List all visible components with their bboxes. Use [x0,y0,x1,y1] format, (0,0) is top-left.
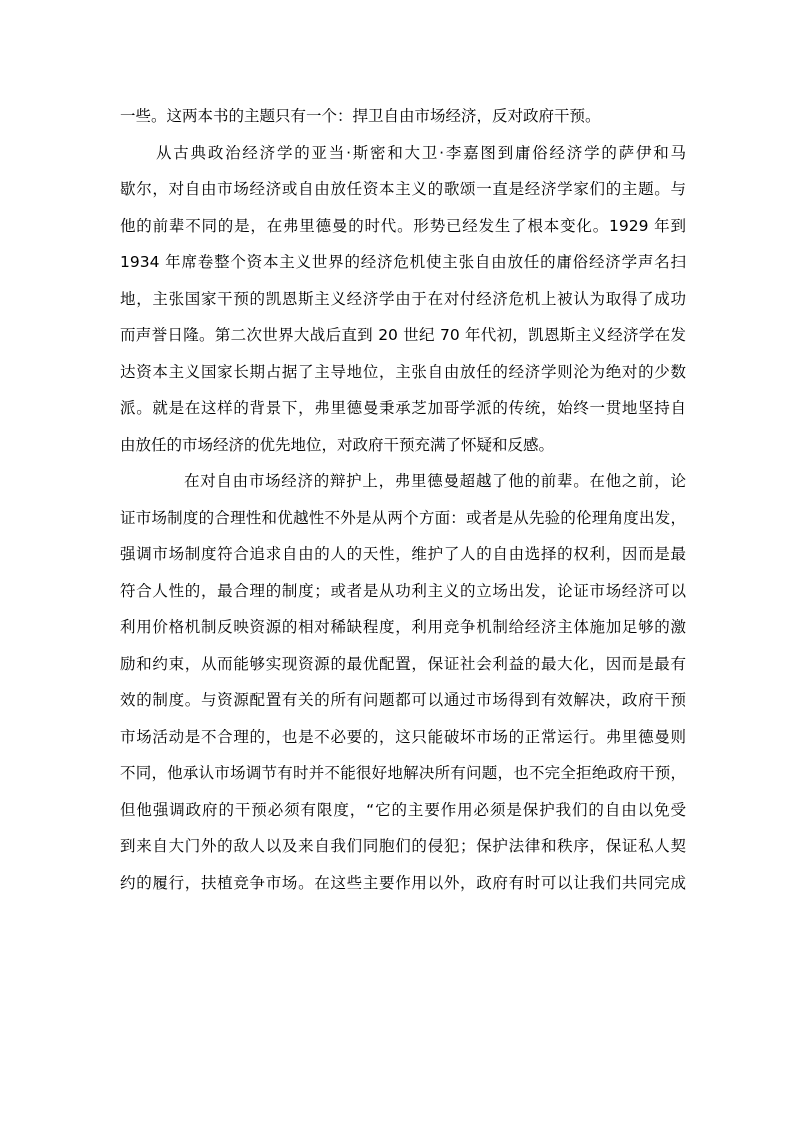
body-line: 地，主张国家干预的凯恩斯主义经济学由于在对付经济危机上被认为取得了成功 [120,289,686,308]
body-line: 市场活动是不合理的，也是不必要的，这只能破坏市场的正常运行。弗里德曼则 [120,727,686,746]
body-line: 达资本主义国家长期占据了主导地位，主张自由放任的经济学则沦为绝对的少数 [120,362,686,381]
body-line: 不同，他承认市场调节有时并不能很好地解决所有问题，也不完全拒绝政府干预， [120,764,686,782]
body-line: 从古典政治经济学的亚当·斯密和大卫·李嘉图到庸俗经济学的萨伊和马 [156,143,686,162]
body-line: 约的履行，扶植竞争市场。在这些主要作用以外，政府有时可以让我们共同完成 [120,873,686,892]
body-line: 效的制度。与资源配置有关的所有问题都可以通过市场得到有效解决，政府干预 [120,691,686,709]
body-line: 而声誉日隆。第二次世界大战后直到 20 世纪 70 年代初，凯恩斯主义经济学在发 [120,326,686,344]
body-line: 强调市场制度符合追求自由的人的天性，维护了人的自由选择的权利，因而是最 [120,545,686,563]
body-line: 一些。这两本书的主题只有一个：捍卫自由市场经济，反对政府干预。 [120,107,601,125]
body-line: 派。就是在这样的背景下，弗里德曼秉承芝加哥学派的传统，始终一贯地坚持自 [120,399,686,417]
body-line: 到来自大门外的敌人以及来自我们同胞们的侵犯；保护法律和秩序，保证私人契 [120,837,686,855]
body-line: 符合人性的，最合理的制度；或者是从功利主义的立场出发，论证市场经济可以 [120,581,686,600]
body-line: 但他强调政府的干预必须有限度，“它的主要作用必须是保护我们的自由以免受 [120,800,686,819]
body-line: 证市场制度的合理性和优越性不外是从两个方面：或者是从先验的伦理角度出发， [120,508,686,527]
body-line: 他的前辈不同的是，在弗里德曼的时代。形势已经发生了根本变化。1929 年到 [120,216,686,235]
body-line: 励和约束，从而能够实现资源的最优配置，保证社会利益的最大化，因而是最有 [120,654,686,673]
body-line: 利用价格机制反映资源的相对稀缺程度，利用竞争机制给经济主体施加足够的激 [120,618,686,636]
document-body [120,98,686,901]
body-line: 1934 年席卷整个资本主义世界的经济危机使主张自由放任的庸俗经济学声名扫 [120,253,686,271]
body-line: 由放任的市场经济的优先地位，对政府干预充满了怀疑和反感。 [120,435,555,454]
body-line: 在对自由市场经济的辩护上，弗里德曼超越了他的前辈。在他之前，论 [184,472,686,490]
body-line: 歇尔，对自由市场经济或自由放任资本主义的歌颂一直是经济学家们的主题。与 [120,180,686,198]
